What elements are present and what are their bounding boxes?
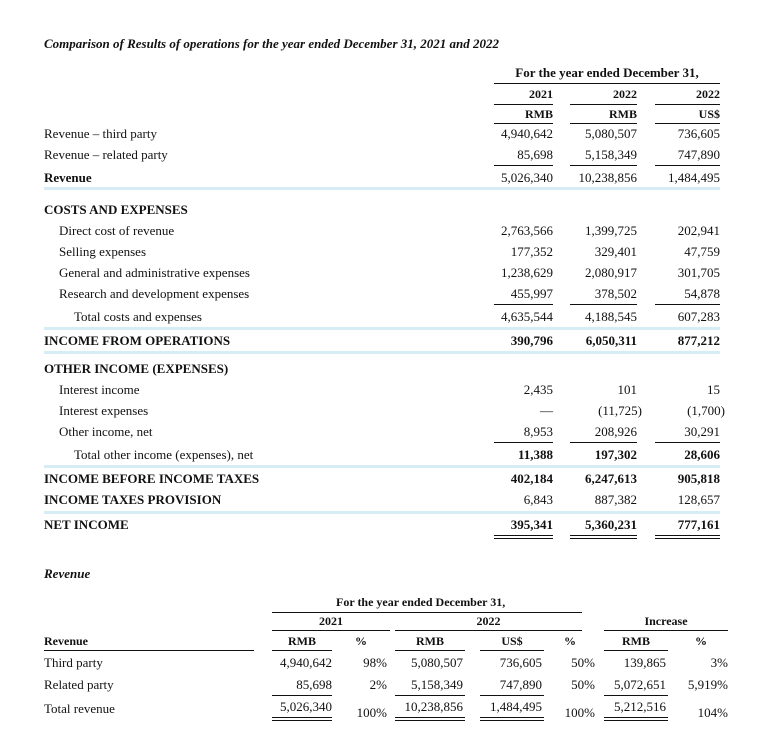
row-value: 2,435 (523, 382, 553, 397)
row-value: 47,759 (684, 244, 720, 259)
row-value: 6,247,613 (585, 471, 637, 486)
col-label: US$ (501, 634, 523, 648)
row-value: 10,238,856 (578, 170, 637, 185)
row-value: 5,026,340 (501, 170, 553, 185)
rev-value: 139,865 (623, 655, 666, 670)
rev-value: 2% (369, 677, 387, 692)
row-label: Revenue – related party (44, 147, 168, 162)
row-value: 2,080,917 (585, 265, 637, 280)
row-value: 202,941 (677, 223, 720, 238)
rev-value: 50% (571, 677, 595, 692)
row-label: Other income, net (59, 424, 153, 439)
row-value: 11,388 (517, 447, 553, 462)
row-label: Total costs and expenses (74, 309, 202, 324)
row-label: Total other income (expenses), net (74, 447, 254, 462)
row-value: 329,401 (594, 244, 637, 259)
row-label: Revenue (44, 170, 92, 185)
year-header: 2022 (476, 614, 501, 628)
row-value: 208,926 (594, 424, 637, 439)
rev-value: 104% (697, 705, 728, 720)
row-label: INCOME FROM OPERATIONS (44, 333, 231, 348)
row-value: 4,940,642 (501, 126, 553, 141)
row-label: Direct cost of revenue (59, 223, 175, 238)
rev-row-label: Related party (44, 677, 114, 692)
row-value: 402,184 (510, 471, 553, 486)
row-value: 101 (617, 382, 637, 397)
rev-row-label: Total revenue (44, 701, 115, 716)
rev-value: 5,080,507 (411, 655, 463, 670)
row-value: 28,606 (684, 447, 720, 462)
row-value: 455,997 (510, 286, 553, 301)
col-label: % (355, 634, 367, 648)
col-label: % (564, 634, 576, 648)
section-heading: COSTS AND EXPENSES (44, 202, 188, 217)
row-value: 85,698 (517, 147, 553, 162)
row-label: INCOME BEFORE INCOME TAXES (44, 471, 260, 486)
row-label: Selling expenses (59, 244, 147, 259)
section2-title: Revenue (44, 566, 91, 581)
row-value: 378,502 (594, 286, 637, 301)
row-value: 1,484,495 (668, 170, 720, 185)
row-value: 4,188,545 (585, 309, 637, 324)
rev-value: 98% (363, 655, 387, 670)
rev-value: 10,238,856 (404, 699, 463, 714)
row-value: 2,763,566 (501, 223, 553, 238)
rev-value: 5,072,651 (614, 677, 666, 692)
row-value: 128,657 (677, 492, 720, 507)
row-label: Interest income (59, 382, 140, 397)
row-value: 6,050,311 (585, 333, 637, 348)
rev-value: 3% (710, 655, 728, 670)
year-header: 2021 (529, 87, 553, 101)
row-value: 5,360,231 (585, 517, 637, 532)
rev-value: 5,026,340 (280, 699, 332, 714)
row-value: 6,843 (523, 492, 553, 507)
rev-value: 4,940,642 (280, 655, 332, 670)
row-value: 736,605 (677, 126, 720, 141)
row-value: 1,399,725 (585, 223, 637, 238)
row-value: 1,238,629 (501, 265, 553, 280)
rev-value: 5,158,349 (411, 677, 463, 692)
row-header: Revenue (44, 634, 88, 648)
period-header: For the year ended December 31, (336, 595, 506, 609)
row-value: 197,302 (594, 447, 637, 462)
row-value: 887,382 (594, 492, 637, 507)
year-header: 2022 (696, 87, 720, 101)
rev-value: 100% (356, 705, 387, 720)
rev-value: 1,484,495 (490, 699, 542, 714)
row-value: (11,725) (598, 403, 642, 418)
row-value: 777,161 (677, 517, 720, 532)
row-value: 4,635,544 (501, 309, 553, 324)
rev-value: 747,890 (499, 677, 542, 692)
col-label: RMB (416, 634, 444, 648)
rev-value: 85,698 (296, 677, 332, 692)
currency-header: RMB (609, 107, 637, 121)
row-label: General and administrative expenses (59, 265, 250, 280)
row-value: 30,291 (684, 424, 720, 439)
row-value: (1,700) (687, 403, 725, 418)
row-value: — (540, 403, 553, 418)
rev-value: 5,212,516 (614, 699, 666, 714)
row-value: 15 (707, 382, 720, 397)
row-label: Revenue – third party (44, 126, 157, 141)
rev-value: 100% (564, 705, 595, 720)
year-header: 2022 (613, 87, 637, 101)
col-label: RMB (288, 634, 316, 648)
row-value: 747,890 (677, 147, 720, 162)
row-value: 5,080,507 (585, 126, 637, 141)
row-value: 607,283 (677, 309, 720, 324)
row-value: 301,705 (677, 265, 720, 280)
increase-header: Increase (644, 614, 688, 628)
row-value: 54,878 (684, 286, 720, 301)
rev-row-label: Third party (44, 655, 103, 670)
row-value: 177,352 (510, 244, 553, 259)
row-value: 390,796 (510, 333, 553, 348)
currency-header: US$ (698, 107, 720, 121)
currency-header: RMB (525, 107, 553, 121)
row-label: Interest expenses (59, 403, 149, 418)
year-header: 2021 (319, 614, 343, 628)
col-label: % (695, 634, 707, 648)
row-value: 877,212 (677, 333, 720, 348)
col-label: RMB (622, 634, 650, 648)
row-label: Research and development expenses (59, 286, 250, 301)
rev-value: 50% (571, 655, 595, 670)
row-label: NET INCOME (44, 517, 129, 532)
row-value: 905,818 (677, 471, 720, 486)
row-value: 395,341 (510, 517, 553, 532)
row-value: 5,158,349 (585, 147, 637, 162)
rev-value: 736,605 (499, 655, 542, 670)
period-header: For the year ended December 31, (515, 65, 699, 80)
row-label: INCOME TAXES PROVISION (44, 492, 222, 507)
section-heading: OTHER INCOME (EXPENSES) (44, 361, 229, 376)
rev-value: 5,919% (687, 677, 728, 692)
section1-title: Comparison of Results of operations for the year ended December 31, 2021 and 2022 (44, 36, 499, 51)
row-value: 8,953 (523, 424, 553, 439)
